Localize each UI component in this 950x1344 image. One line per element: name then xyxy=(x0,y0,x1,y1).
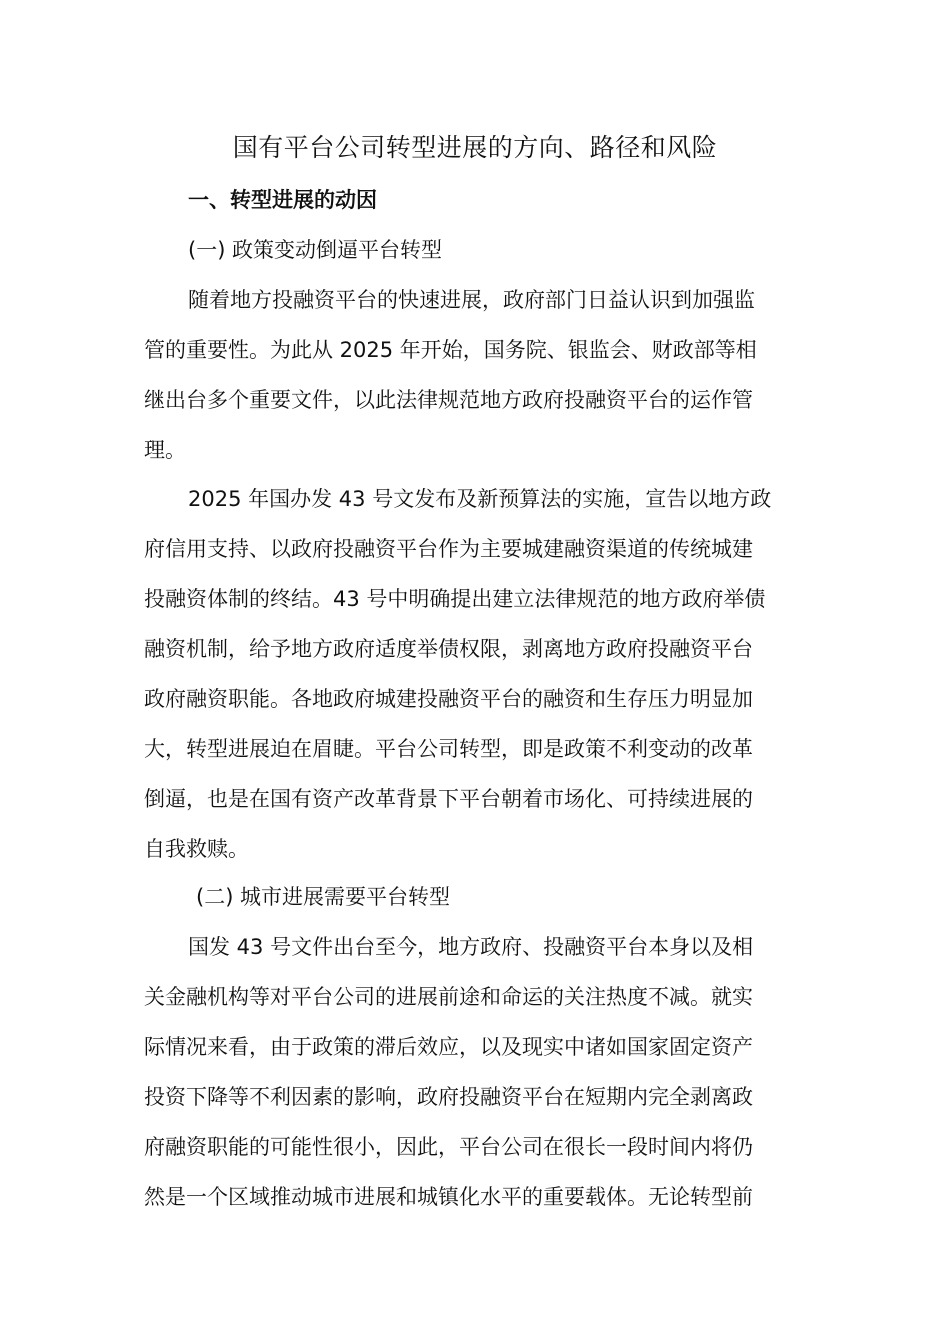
paragraph-2 xyxy=(144,474,806,874)
paragraph-line: 理。 xyxy=(144,438,186,462)
paragraph-line: 2025 年国办发 43 号文发布及新预算法的实施，宣告以地方政 xyxy=(188,487,772,511)
section-heading-1: 一、转型进展的动因 xyxy=(188,188,377,212)
paragraph-line: 随着地方投融资平台的快速进展，政府部门日益认识到加强监 xyxy=(188,288,755,312)
document-title: 国有平台公司转型进展的方向、路径和风险 xyxy=(232,133,718,162)
paragraph-line: 国发 43 号文件出台至今，地方政府、投融资平台本身以及相 xyxy=(188,935,754,959)
paragraph-line: 倒逼，也是在国有资产改革背景下平台朝着市场化、可持续进展的 xyxy=(144,787,753,811)
paragraph-1 xyxy=(144,275,806,475)
paragraph-3 xyxy=(144,922,806,1222)
paragraph-line: 融资机制，给予地方政府适度举债权限，剥离地方政府投融资平台 xyxy=(144,637,753,661)
paragraph-line: 投融资体制的终结。43 号中明确提出建立法律规范的地方政府举债 xyxy=(144,587,766,611)
paragraph-line: 管的重要性。为此从 2025 年开始，国务院、银监会、财政部等相 xyxy=(144,338,757,362)
paragraph-line: 政府融资职能。各地政府城建投融资平台的融资和生存压力明显加 xyxy=(144,687,753,711)
paragraph-line: 然是一个区域推动城市进展和城镇化水平的重要载体。无论转型前 xyxy=(144,1185,753,1209)
paragraph-line: 继出台多个重要文件，以此法律规范地方政府投融资平台的运作管 xyxy=(144,388,753,412)
paragraph-line: 际情况来看，由于政策的滞后效应，以及现实中诸如国家固定资产 xyxy=(144,1035,753,1059)
paragraph-line: 府融资职能的可能性很小，因此，平台公司在很长一段时间内将仍 xyxy=(144,1135,753,1159)
paragraph-line: 投资下降等不利因素的影响，政府投融资平台在短期内完全剥离政 xyxy=(144,1085,753,1109)
paragraph-line: 大，转型进展迫在眉睫。平台公司转型，即是政策不利变动的改革 xyxy=(144,737,753,761)
paragraph-line: 府信用支持、以政府投融资平台作为主要城建融资渠道的传统城建 xyxy=(144,537,753,561)
paragraph-line: 自我救赎。 xyxy=(144,837,249,861)
subsection-heading-1: (一) 政策变动倒逼平台转型 xyxy=(188,238,443,262)
paragraph-line: 关金融机构等对平台公司的进展前途和命运的关注热度不减。就实 xyxy=(144,985,753,1009)
subsection-heading-2: (二) 城市进展需要平台转型 xyxy=(196,885,451,909)
